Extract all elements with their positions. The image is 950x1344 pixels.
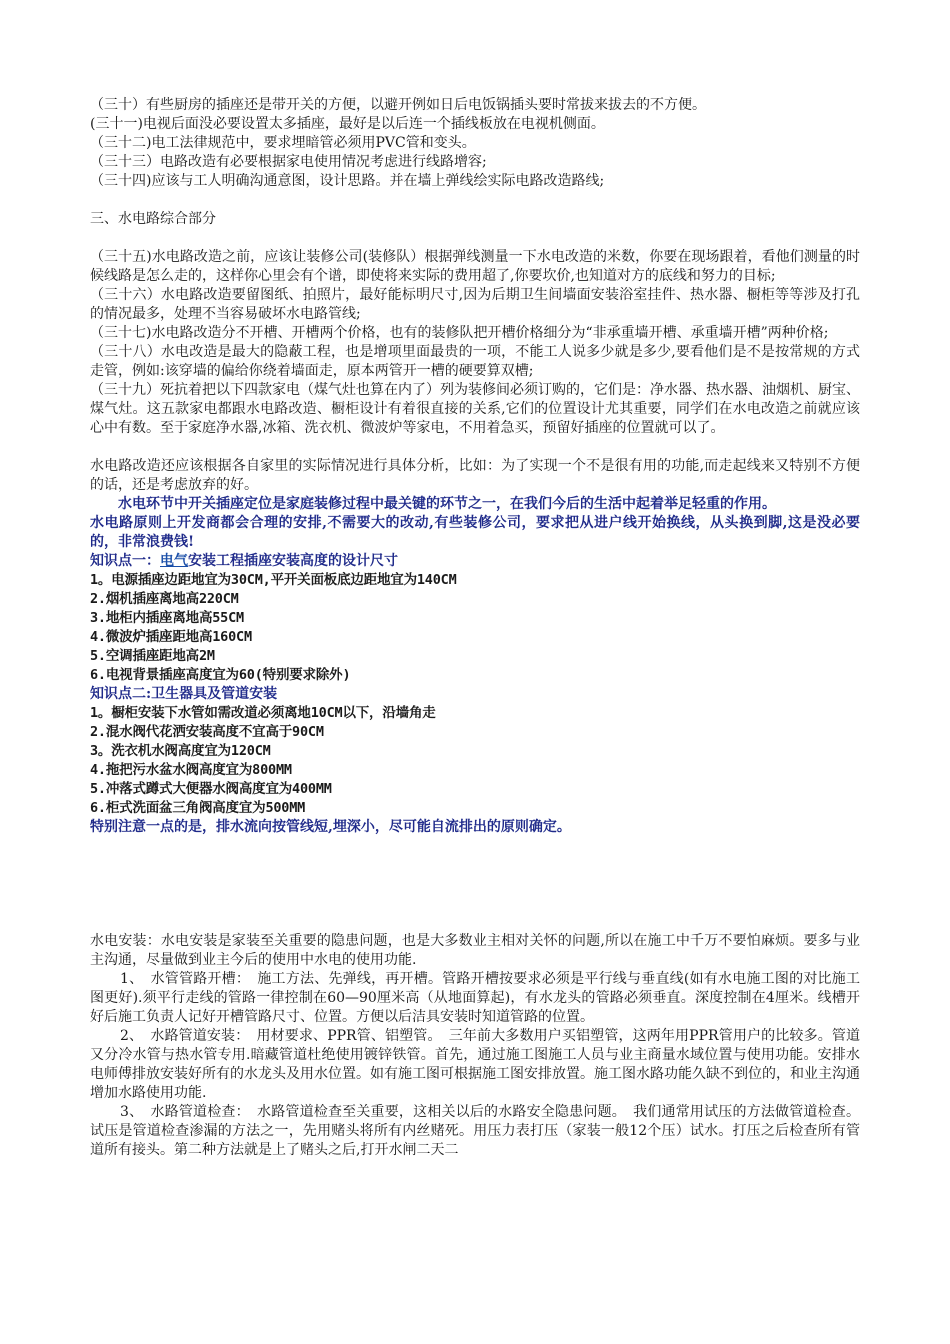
paragraph-item-32: （三十二)电工法律规范中，要求埋暗管必须用PVC管和变头。 <box>90 135 476 151</box>
spacer <box>90 438 860 457</box>
section-heading: 三、水电路综合部分 <box>90 211 216 227</box>
k2-list-item: 2.混水阀代花洒安装高度不宜高于90CM <box>90 724 324 740</box>
knowledge-point-1-prefix: 知识点一： <box>90 553 160 569</box>
knowledge-point-1-suffix: 安装工程插座安装高度的设计尺寸 <box>188 553 398 569</box>
analysis-paragraph: 水电路改造还应该根据各自家里的实际情况进行具体分析，比如：为了实现一个不是很有用的功能,而走起线来又特别不方便的话，还是考虑放弃的好。 <box>90 458 860 493</box>
install-intro-paragraph: 水电安装：水电安装是家装至关重要的隐患问题，也是大多数业主相对关怀的问题,所以在施工中千万不要怕麻烦。要多与业主沟通，尽量做到业主今后的使用中水电的使用功能. <box>90 933 860 968</box>
drainage-note: 特别注意一点的是，排水流向按管线短,埋深小，尽可能自流排出的原则确定。 <box>90 819 571 835</box>
spacer <box>90 229 860 248</box>
k2-list-item: 5.冲落式蹲式大便器水阀高度宜为400MM <box>90 781 332 797</box>
spacer <box>90 837 860 932</box>
document-page <box>90 96 860 1160</box>
k2-list-item: 6.柜式洗面盆三角阀高度宜为500MM <box>90 800 306 816</box>
paragraph-item-31: (三十一)电视后面没必要设置太多插座，最好是以后连一个插线板放在电视机侧面。 <box>90 116 605 132</box>
paragraph-item-34: （三十四)应该与工人明确沟通意图，设计思路。并在墙上弹线绘实际电路改造路线; <box>90 173 605 189</box>
paragraph-item-39: （三十九）死抗着把以下四款家电（煤气灶也算在内了）列为装修间必须订购的，它们是：净水器、热水器、油烟机、厨宝、煤气灶。这五款家电都跟水电路改造、橱柜设计有着很直接的关系,它们的位置设计尤其重要，同学们在水电改造之前就应该心中有数。至于家庭净水器,冰箱、洗衣机、微波炉等家电，不用着急买，预留好插座的位置就可以了。 <box>90 382 860 436</box>
k1-list-item: 1。电源插座边距地宜为30CM,平开关面板底边距地宜为140CM <box>90 572 457 588</box>
install-step-3: 3、 水路管道检查： 水路管道检查至关重要，这相关以后的水路安全隐患问题。 我们通常用试压的方法做管道检查。试压是管道检查渗漏的方法之一，先用赌头将所有内丝赌死。用压力表打压（家装一般12个压）试水。打压之后检查所有管道所有接头。第二种方法就是上了赌头之后,打开水闸二天二 <box>90 1104 860 1158</box>
emphasis-paragraph-1: 水电环节中开关插座定位是家庭装修过程中最关键的环节之一，在我们今后的生活中起着举足轻重的作用。 <box>118 496 776 512</box>
emphasis-paragraph-2: 水电路原则上开发商都会合理的安排,不需要大的改动,有些装修公司，要求把从进户线开始换线，从头换到脚,这是没必要的，非常浪费钱! <box>90 515 860 550</box>
electric-link[interactable]: 电气 <box>160 553 188 569</box>
install-step-2: 2、 水路管道安装： 用材要求、PPR管、铝塑管。 三年前大多数用户买铝塑管，这两年用PPR管用户的比较多。管道又分冷水管与热水管专用.暗藏管道杜绝使用镀锌铁管。首先，通过施工图施工人员与业主商量水域位置与使用功能。安排水电师傅排放安装好所有的水龙头及用水位置。如有施工图可根据施工图安排放置。施工图水路功能久缺不到位的，和业主沟通增加水路使用功能. <box>90 1028 860 1101</box>
k1-list-item: 2.烟机插座离地高220CM <box>90 591 239 607</box>
k2-list-item: 4.拖把污水盆水阀高度宜为800MM <box>90 762 292 778</box>
k1-list-item: 3.地柜内插座离地高55CM <box>90 610 244 626</box>
knowledge-point-1-title <box>90 552 860 571</box>
k1-list-item: 4.微波炉插座距地高160CM <box>90 629 252 645</box>
paragraph-item-38: （三十八）水电改造是最大的隐蔽工程，也是增项里面最贵的一项，不能工人说多少就是多少,要看他们是不是按常规的方式走管，例如:该穿墙的偏给你绕着墙面走，原本两管开一槽的硬要算双槽; <box>90 344 860 379</box>
k2-list-item: 3。洗衣机水阀高度宜为120CM <box>90 743 271 759</box>
spacer <box>90 191 860 210</box>
install-step-1: 1、 水管管路开槽： 施工方法、先弹线，再开槽。管路开槽按要求必须是平行线与垂直线(如有水电施工图的对比施工图更好).须平行走线的管路一律控制在60—90厘米高（从地面算起)，有水龙头的管路必须垂直。深度控制在4厘米。线槽开好后施工负责人记好开槽管路尺寸、位置。方便以后洁具安装时知道管路的位置。 <box>90 971 860 1025</box>
paragraph-item-35: （三十五)水电路改造之前，应该让装修公司(装修队）根据弹线测量一下水电改造的米数，你要在现场跟着，看他们测量的时候线路是怎么走的，这样你心里会有个谱，即使将来实际的费用超了,你要坎价,也知道对方的底线和努力的目标; <box>90 249 860 284</box>
k1-list-item: 6.电视背景插座高度宜为60(特别要求除外) <box>90 667 351 683</box>
k2-list-item: 1。橱柜安装下水管如需改道必须离地10CM以下，沿墙角走 <box>90 705 436 721</box>
paragraph-item-30: （三十）有些厨房的插座还是带开关的方便，以避开例如日后电饭锅插头要时常拔来拔去的不方便。 <box>90 97 706 113</box>
paragraph-item-36: （三十六）水电路改造要留图纸、拍照片，最好能标明尺寸,因为后期卫生间墙面安装浴室挂件、热水器、橱柜等等涉及打孔的情况最多，处理不当容易破坏水电路管线; <box>90 287 860 322</box>
paragraph-item-37: （三十七)水电路改造分不开槽、开槽两个价格，也有的装修队把开槽价格细分为“非承重墙开槽、承重墙开槽”两种价格; <box>90 325 829 341</box>
knowledge-point-2-title: 知识点二:卫生器具及管道安装 <box>90 686 278 702</box>
k1-list-item: 5.空调插座距地高2M <box>90 648 215 664</box>
paragraph-item-33: （三十三）电路改造有必要根据家电使用情况考虑进行线路增容; <box>90 154 487 170</box>
